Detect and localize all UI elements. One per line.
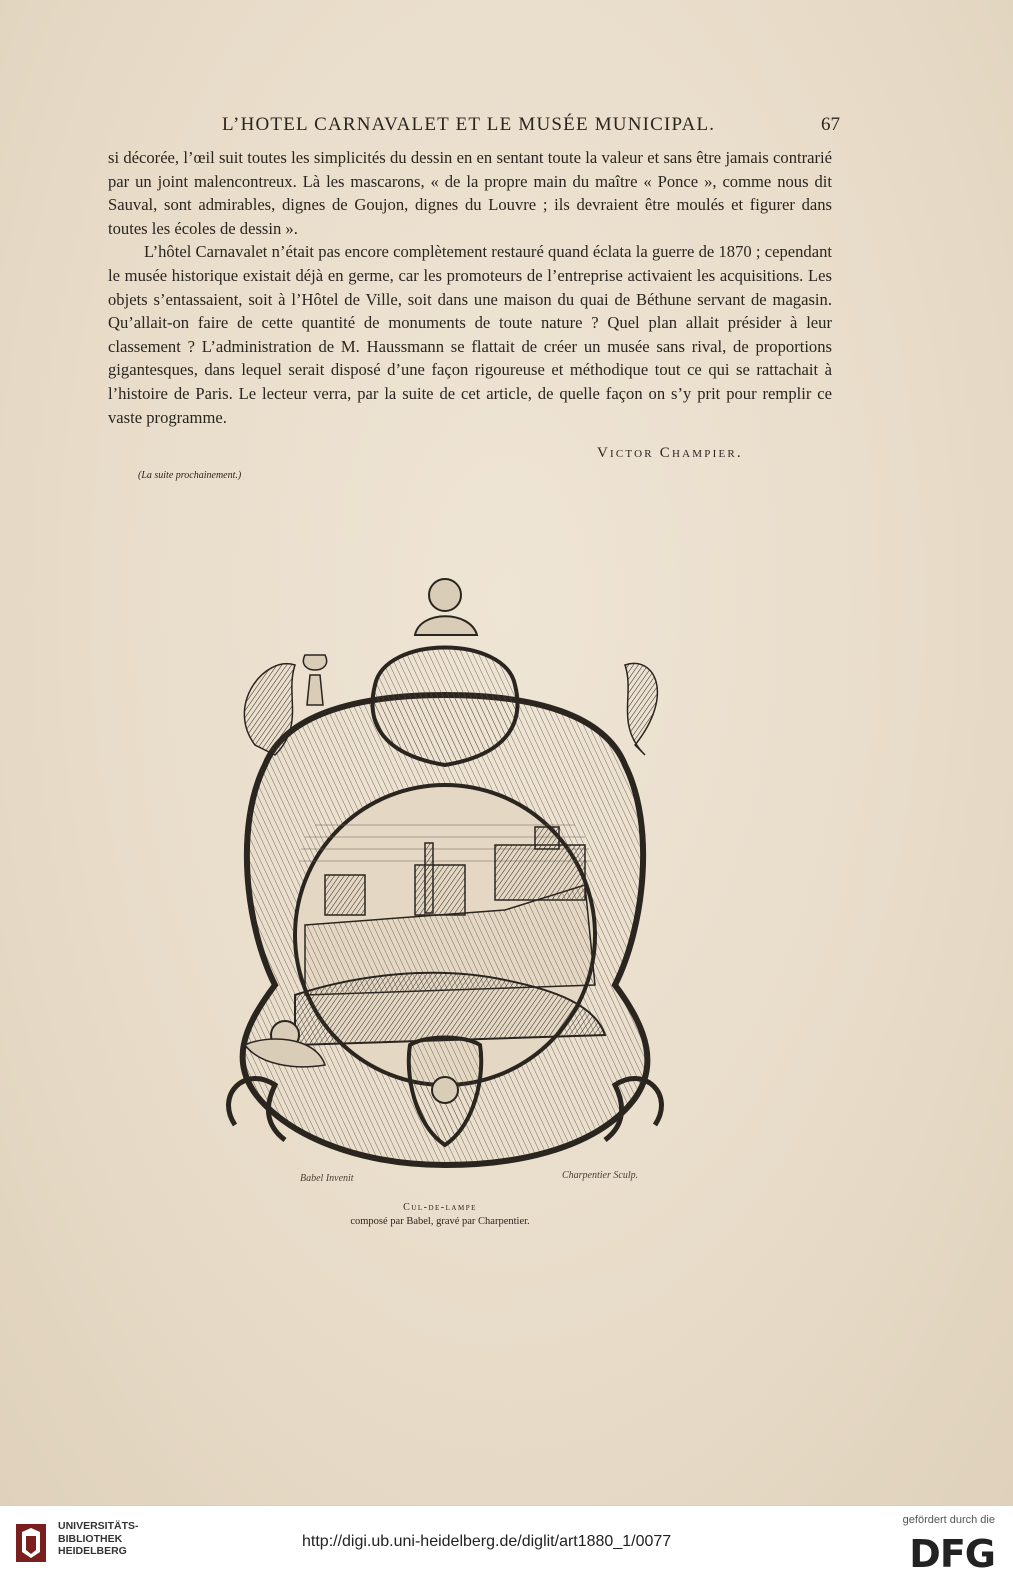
library-line-2: BIBLIOTHEK [58,1532,123,1545]
figure-caption-subtitle: composé par Babel, gravé par Charpentier. [350,1216,530,1227]
permalink-url[interactable]: http://digi.ub.uni-heidelberg.de/diglit/art1880_1/0077 [302,1533,672,1550]
urn [303,655,326,705]
article-body [108,146,832,429]
viewer-footer [0,1505,1013,1580]
paragraph-1: si décorée, l’œil suit toutes les simplicités du dessin en en sentant toute la valeur et sans être jamais contrarié par un joint malencontreux. Là les mascarons, « de la propre main du maître « Ponce », comme nous dit Sauval, sont admirables, dignes de Goujon, dignes du Louvre ; ils devraient être moulés et figurer dans toutes les écoles de dessin ». [108,148,832,238]
top-cartouche [373,648,518,766]
university-seal-icon [14,1522,48,1564]
library-line-3: HEIDELBERG [58,1545,127,1557]
figure-caption-title: Cul-de-lampe [403,1202,477,1213]
right-foliage [625,663,657,755]
funding-label: gefördert durch die [902,1514,995,1526]
cherub-top [429,579,461,611]
continued-note: (La suite prochainement.) [138,470,242,481]
running-title: L’HOTEL CARNAVALET ET LE MUSÉE MUNICIPAL. [222,114,716,135]
library-line-1: UNIVERSITÄTS- [58,1520,139,1532]
paragraph-2: L’hôtel Carnavalet n’était pas encore complètement restauré quand éclata la guerre de 1870 ; cependant le musée historique existait déjà en germe, car les promoteurs de l’entreprise activaient les acquisitions. Les objets s’entassaient, soit à l’Hôtel de Ville, soit dans une maison du quai de Béthune servant de magasin. Qu’allait-on faire de cette quantité de monuments de toute nature ? Quel plan allait présider à leur classement ? L’administration de M. Haussmann se flattait de créer un musée sans rival, de proportions gigantesques, dans lequel serait disposé d’une façon rigoureuse et méthodique tout ce qui se rattachait à l’histoire de Paris. Le lecteur verra, par la suite de cet article, de quelle façon on s’y prit pour remplir ce vaste programme. [108,242,832,427]
running-head [110,114,840,138]
author-signature: Victor Champier. [597,445,743,461]
dfg-logo: DFG [909,1532,995,1576]
library-name [58,1520,139,1558]
engraving-illustration [205,565,685,1175]
designer-signature: Babel Invenit [300,1173,354,1184]
engraver-signature: Charpentier Sculp. [562,1170,639,1181]
cherub-bottom [432,1077,458,1103]
page-number: 67 [821,114,840,135]
